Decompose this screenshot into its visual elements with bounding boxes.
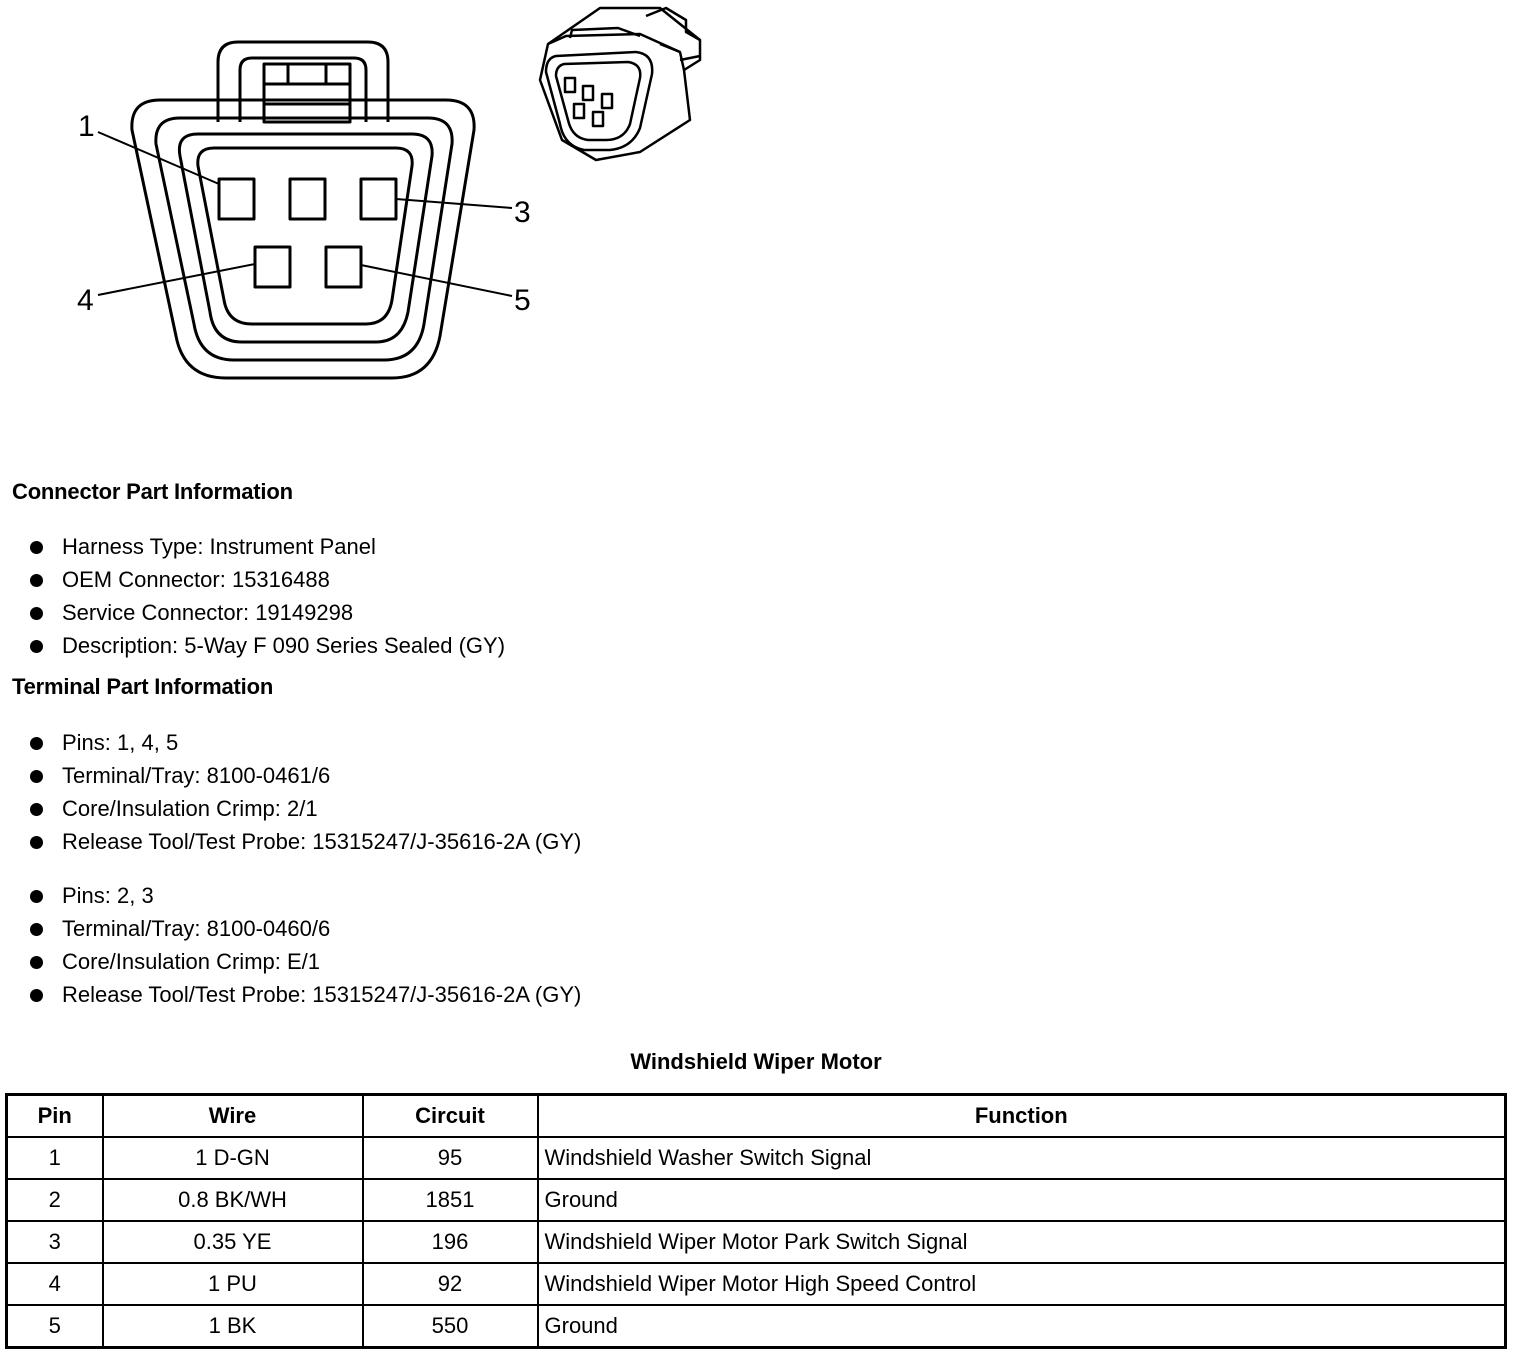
pin-callout-4: 4	[77, 284, 94, 317]
pin-cell: 1	[7, 1137, 103, 1179]
pin-cavity-1	[219, 179, 254, 219]
list-item: Terminal/Tray: 8100-0461/6	[28, 759, 581, 792]
table-row	[7, 1263, 1506, 1305]
wire-cell: 1 D-GN	[103, 1137, 363, 1179]
connector-diagram	[0, 0, 760, 400]
circuit-cell: 95	[363, 1137, 538, 1179]
connector-perspective-view	[540, 8, 700, 160]
pin-cavity-3	[361, 179, 396, 219]
wire-cell: 0.8 BK/WH	[103, 1179, 363, 1221]
pin-cavity-5	[326, 247, 361, 287]
table-header-row	[7, 1095, 1506, 1138]
terminal-group-2-list	[28, 879, 581, 1011]
connector-part-info-list	[28, 530, 505, 662]
table-row	[7, 1179, 1506, 1221]
list-item: Terminal/Tray: 8100-0460/6	[28, 912, 581, 945]
list-item: Core/Insulation Crimp: 2/1	[28, 792, 581, 825]
function-cell: Windshield Wiper Motor Park Switch Signal	[538, 1221, 1506, 1263]
wire-cell: 0.35 YE	[103, 1221, 363, 1263]
list-item: Service Connector: 19149298	[28, 596, 505, 629]
function-cell: Windshield Washer Switch Signal	[538, 1137, 1506, 1179]
wire-cell: 1 BK	[103, 1305, 363, 1348]
column-header-circuit: Circuit	[363, 1095, 538, 1138]
pin-cavity-2	[290, 179, 325, 219]
function-cell: Ground	[538, 1179, 1506, 1221]
circuit-cell: 196	[363, 1221, 538, 1263]
connector-part-info-heading: Connector Part Information	[12, 479, 293, 504]
function-cell: Ground	[538, 1305, 1506, 1348]
pin-cell: 2	[7, 1179, 103, 1221]
column-header-pin: Pin	[7, 1095, 103, 1138]
circuit-cell: 1851	[363, 1179, 538, 1221]
pin-cavity-4	[255, 247, 290, 287]
pin-cell: 5	[7, 1305, 103, 1348]
table-row	[7, 1221, 1506, 1263]
column-header-function: Function	[538, 1095, 1506, 1138]
pin-callout-5: 5	[514, 284, 531, 317]
function-cell: Windshield Wiper Motor High Speed Control	[538, 1263, 1506, 1305]
terminal-part-info-heading: Terminal Part Information	[12, 674, 274, 699]
list-item: Release Tool/Test Probe: 15315247/J-35616-2A (GY)	[28, 978, 581, 1011]
pinout-table	[5, 1093, 1507, 1349]
pin-cell: 3	[7, 1221, 103, 1263]
pin-callout-1: 1	[78, 110, 95, 143]
pin-cell: 4	[7, 1263, 103, 1305]
column-header-wire: Wire	[103, 1095, 363, 1138]
list-item: Description: 5-Way F 090 Series Sealed (GY)	[28, 629, 505, 662]
wire-cell: 1 PU	[103, 1263, 363, 1305]
list-item: Core/Insulation Crimp: E/1	[28, 945, 581, 978]
connector-latch	[218, 42, 388, 122]
list-item: Pins: 2, 3	[28, 879, 581, 912]
connector-body-outline	[132, 100, 474, 378]
list-item: Pins: 1, 4, 5	[28, 726, 581, 759]
list-item: OEM Connector: 15316488	[28, 563, 505, 596]
circuit-cell: 550	[363, 1305, 538, 1348]
table-row	[7, 1305, 1506, 1348]
terminal-group-1-list	[28, 726, 581, 858]
list-item: Harness Type: Instrument Panel	[28, 530, 505, 563]
pin-callout-3: 3	[514, 196, 531, 229]
list-item: Release Tool/Test Probe: 15315247/J-35616-2A (GY)	[28, 825, 581, 858]
circuit-cell: 92	[363, 1263, 538, 1305]
pinout-table-title: Windshield Wiper Motor	[630, 1049, 882, 1074]
table-row	[7, 1137, 1506, 1179]
